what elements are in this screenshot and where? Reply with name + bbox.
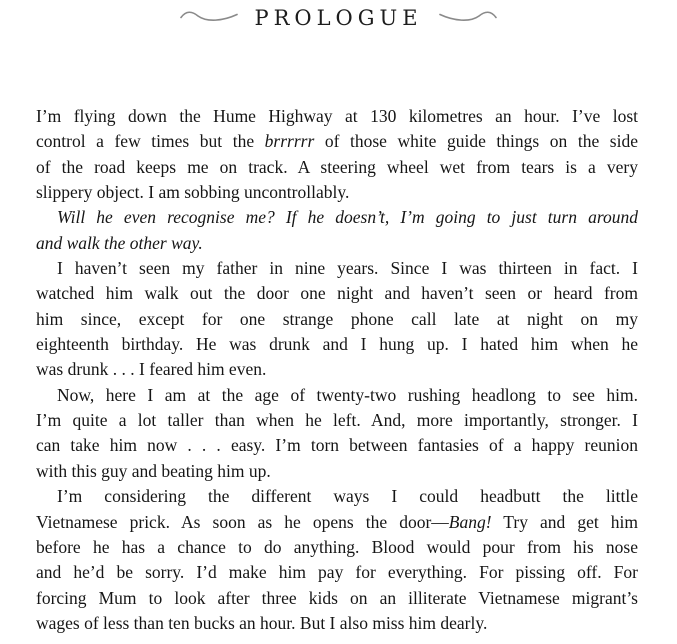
swash-flourish-right-icon (439, 8, 497, 29)
text-line: slippery object. I am sobbing uncontrollably. (36, 182, 350, 203)
text-line: and he’d be sorry. I’d make him pay for everything. For pissing off. For (36, 562, 638, 583)
text-line: wages of less than ten bucks an hour. But I also miss him dearly. (36, 612, 488, 633)
page-title: PROLOGUE (254, 6, 423, 30)
text-line: with this guy and beating him up. (36, 460, 271, 481)
text-line: I’m flying down the Hume Highway at 130 kilometres an hour. I’ve lost (36, 106, 638, 126)
paragraph (36, 104, 638, 205)
text-line: can take him now . . . easy. I’m torn between fantasies of a happy reunion (36, 435, 638, 456)
text-line: Will he even recognise me? If he doesn’t, I’m going to just turn around (57, 207, 638, 228)
text-line: eighteenth birthday. He was drunk and I hung up. I hated him when he (36, 334, 638, 355)
text-line: watched him walk out the door one night and haven’t seen or heard from (36, 283, 638, 304)
text-line: Vietnamese prick. As soon as he opens the door—Bang! Try and get him (36, 511, 638, 532)
chapter-header (0, 6, 677, 30)
text-line: of the road keeps me on track. A steering wheel wet from tears is a very (36, 156, 638, 177)
text-line: and walk the other way. (36, 232, 203, 253)
paragraph (36, 484, 638, 636)
text-line: I’m considering the different ways I could headbutt the little (57, 486, 638, 507)
paragraph (36, 256, 638, 383)
text-line: control a few times but the brrrrrr of those white guide things on the side (36, 131, 638, 152)
text-line: was drunk . . . I feared him even. (36, 359, 267, 380)
text-block (36, 104, 638, 636)
paragraph (36, 205, 638, 256)
swash-flourish-left-icon (180, 8, 238, 29)
paragraph (36, 383, 638, 484)
text-line: forcing Mum to look after three kids on an illiterate Vietnamese migrant’s (36, 587, 638, 608)
text-line: before he has a chance to do anything. Blood would pour from his nose (36, 536, 638, 557)
text-line: him since, except for one strange phone call late at night on my (36, 308, 638, 329)
text-line: I’m quite a lot taller than when he left. And, more importantly, stronger. I (36, 410, 638, 431)
text-line: Now, here I am at the age of twenty-two rushing headlong to see him. (57, 384, 638, 405)
text-line: I haven’t seen my father in nine years. Since I was thirteen in fact. I (57, 258, 638, 279)
